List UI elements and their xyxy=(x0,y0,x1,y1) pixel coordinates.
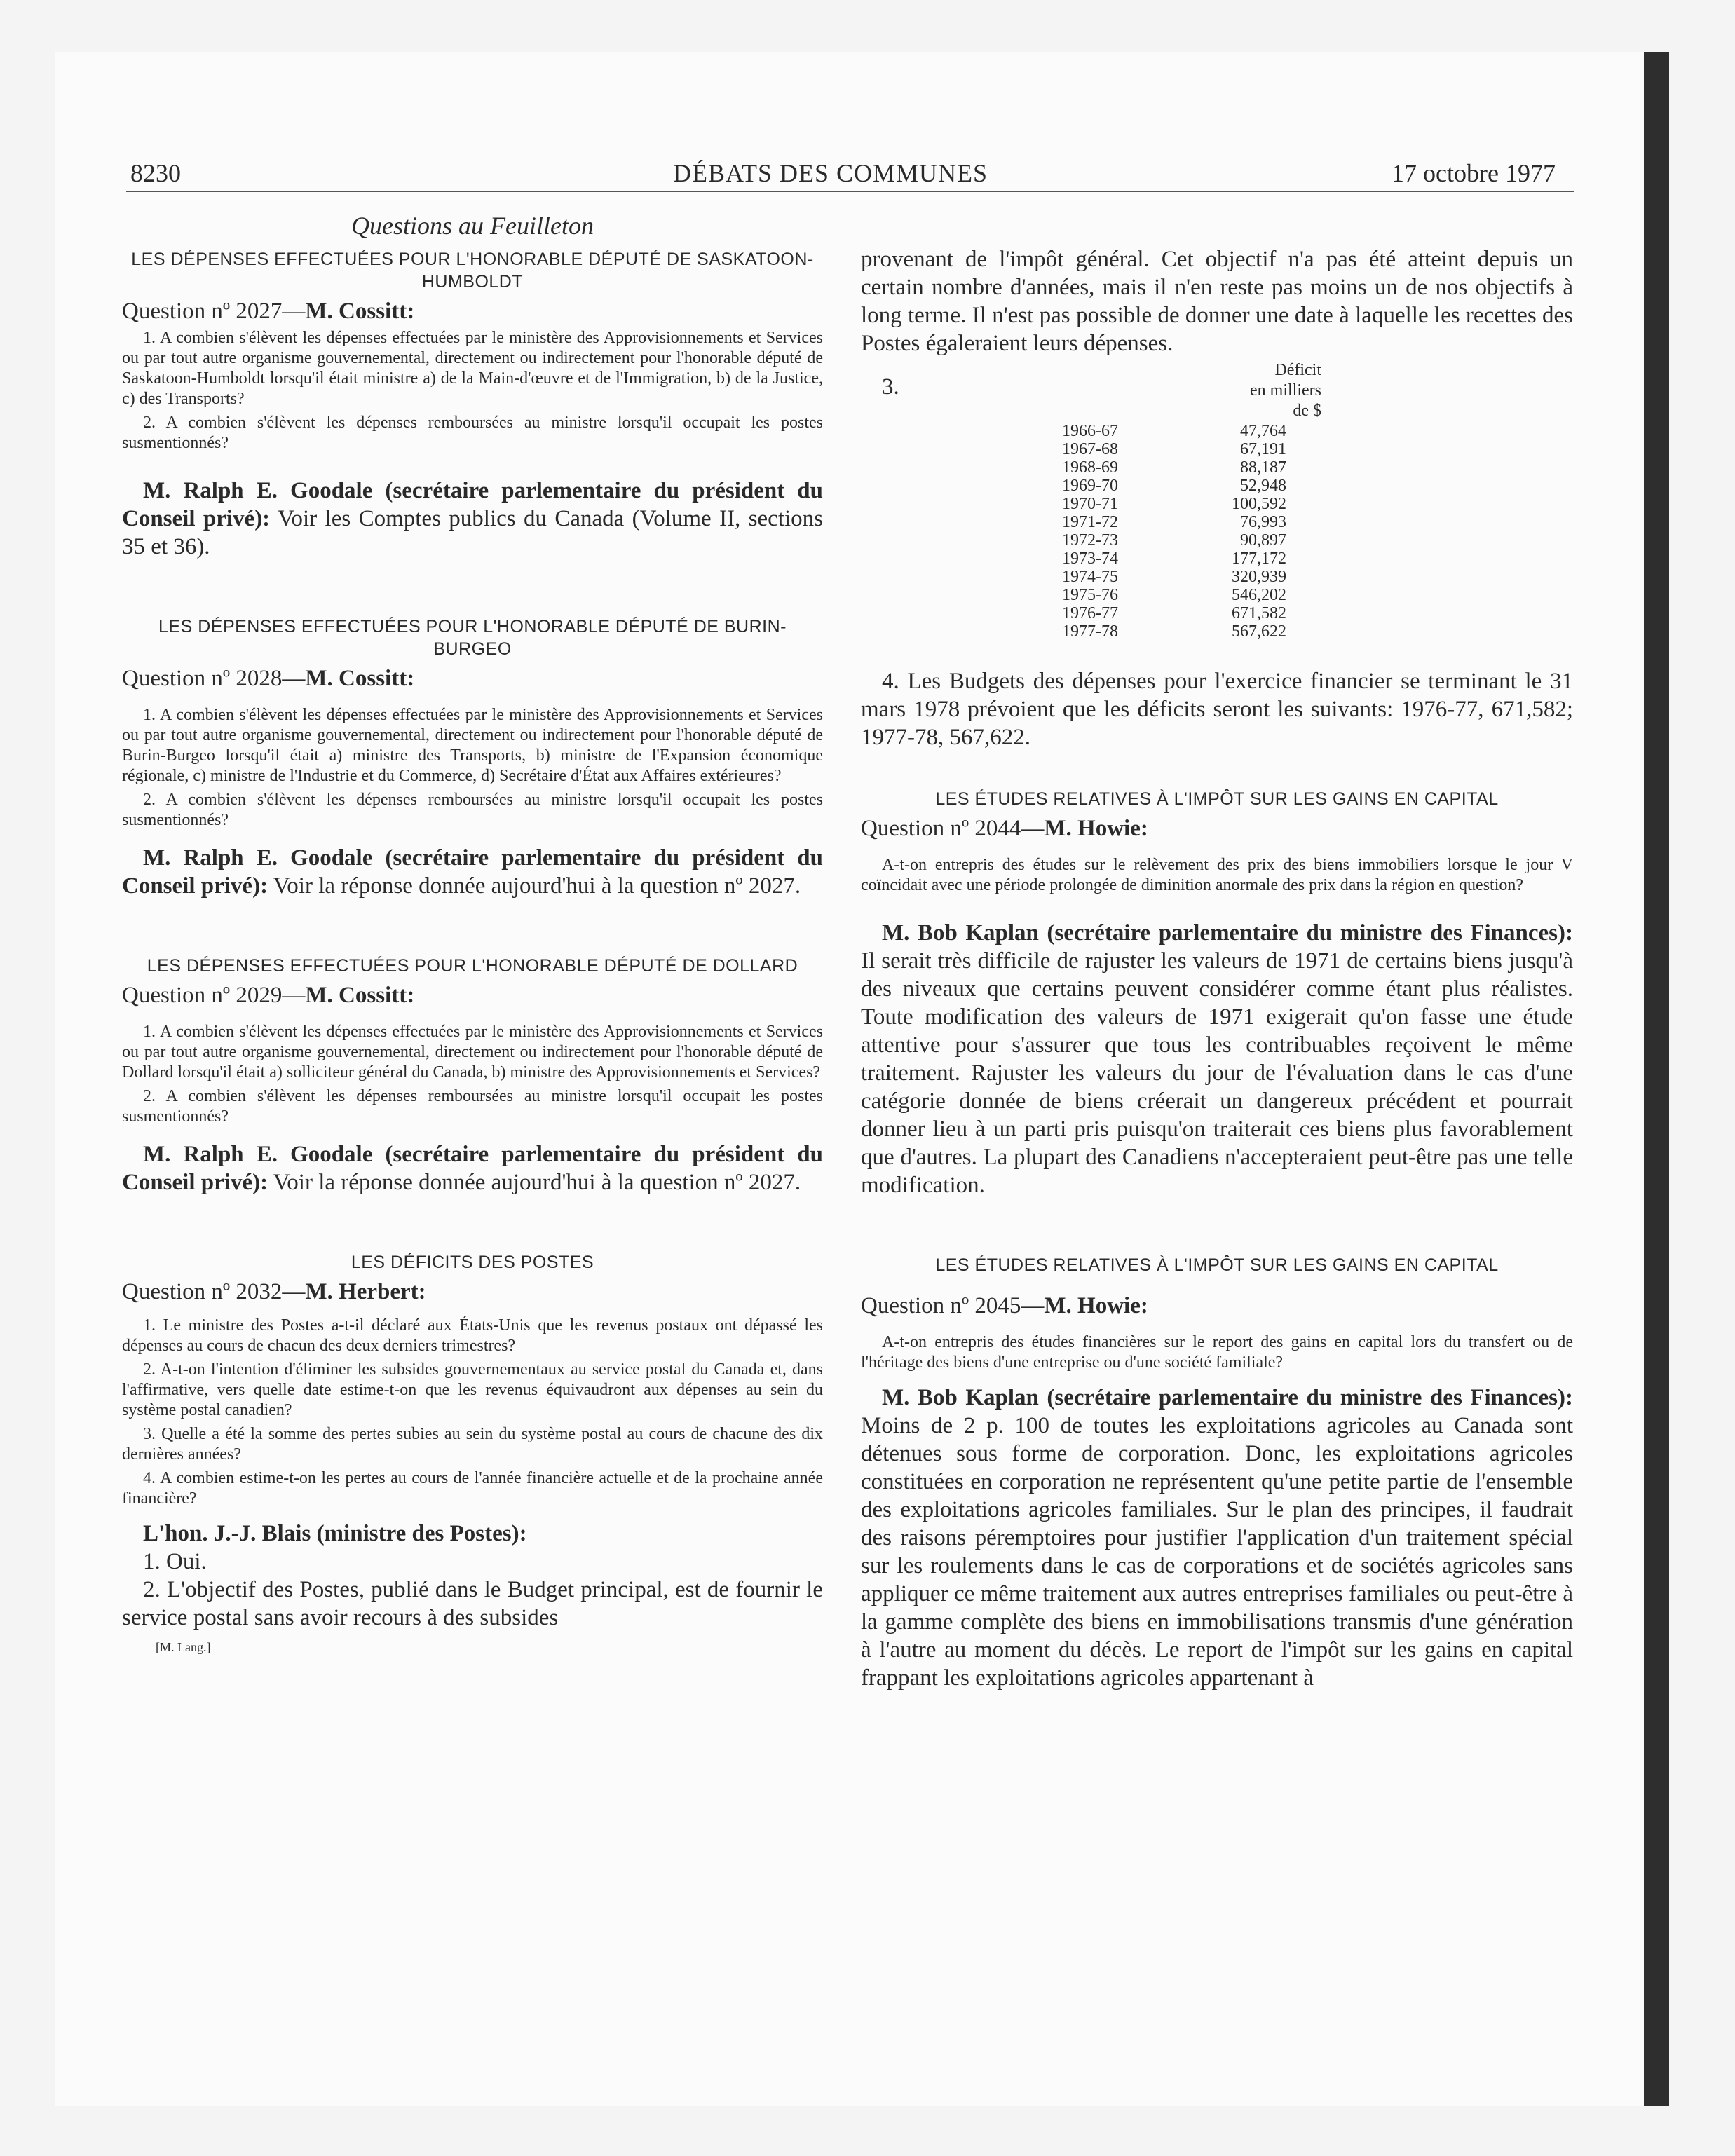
deficit-value: 67,191 xyxy=(1240,440,1286,458)
question-title: LES ÉTUDES RELATIVES À L'IMPÔT SUR LES GAINS EN CAPITAL xyxy=(935,789,1499,809)
answer xyxy=(122,1520,823,1548)
question-label: Question nº 2032— xyxy=(122,1279,306,1304)
left-column xyxy=(122,210,823,1655)
answer-text: Moins de 2 p. 100 de toutes les exploitations agricoles au Canada sont détenues sous forme de corporation. Donc, les exploitations agricoles constituées en corporation ne représentent qu'une petite partie de l'ensemble des exploitations agricoles familiales. Sur le plan des principes, il faudrait des raisons péremptoires pour justifier l'application d'un traitement spécial sur les roulements dans le cas de corporations et de sociétés agricoles sans appliquer ce même traitement aux autres entreprises familiales ou peut-être à la gamme complète des biens en immobilisations transmis d'une génération à l'autre au moment du décès. Le report de l'impôt sur les gains en capital frappant les exploitations agricoles appartenant à xyxy=(861,1413,1573,1691)
issue-date: 17 octobre 1977 xyxy=(1392,159,1556,187)
question-2029 xyxy=(122,955,823,1196)
answer-speaker: M. Ralph E. Goodale (secrétaire parlementaire du président du Conseil privé): xyxy=(122,1142,823,1195)
answer xyxy=(122,477,823,561)
question-paragraph: 4. A combien estime-t-on les pertes au cours de l'année financière actuelle et de la prochaine année financière? xyxy=(122,1469,823,1508)
section-heading: Questions au Feuilleton xyxy=(351,212,594,240)
answer-speaker: M. Ralph E. Goodale (secrétaire parlementaire du président du Conseil privé): xyxy=(122,478,823,531)
header-rule xyxy=(126,191,1574,192)
deficit-value: 100,592 xyxy=(1232,495,1286,513)
question-label: Question nº 2028— xyxy=(122,666,306,691)
question-paragraph: 3. Quelle a été la somme des pertes subies au sein du système postal au cours de chacune des dix dernières années? xyxy=(122,1425,823,1464)
answer xyxy=(861,1384,1573,1692)
deficit-year: 1977-78 xyxy=(1062,622,1118,641)
deficit-row xyxy=(1062,604,1286,622)
question-asker: M. Cossitt: xyxy=(305,299,415,324)
table-header-line: Déficit xyxy=(1274,361,1321,379)
item-number: 3. xyxy=(882,374,899,400)
question-title: LES DÉPENSES EFFECTUÉES POUR L'HONORABLE DÉPUTÉ DE BURIN-BURGEO xyxy=(158,617,787,659)
deficit-row xyxy=(1062,550,1286,568)
deficit-year: 1971-72 xyxy=(1062,513,1118,531)
deficit-table-header xyxy=(861,360,1573,422)
answer-speaker: L'hon. J.-J. Blais (ministre des Postes): xyxy=(143,1521,527,1546)
answer-speaker: M. Bob Kaplan (secrétaire parlementaire du ministre des Finances): xyxy=(882,1385,1573,1410)
deficit-row xyxy=(1062,495,1286,513)
deficit-year: 1970-71 xyxy=(1062,495,1118,513)
question-2045 xyxy=(861,1254,1573,1692)
question-paragraph: 2. A combien s'élèvent les dépenses remboursées au ministre lorsqu'il occupait les postes susmentionnés? xyxy=(122,414,823,452)
deficit-year: 1972-73 xyxy=(1062,531,1118,550)
deficit-value: 546,202 xyxy=(1232,586,1286,604)
question-2027 xyxy=(122,248,823,561)
deficit-value: 76,993 xyxy=(1240,513,1286,531)
question-asker: M. Howie: xyxy=(1044,1293,1148,1318)
question-2032 xyxy=(122,1251,823,1655)
deficit-value: 320,939 xyxy=(1232,568,1286,586)
question-title: LES ÉTUDES RELATIVES À L'IMPÔT SUR LES GAINS EN CAPITAL xyxy=(935,1255,1499,1275)
table-header-line: de $ xyxy=(1293,402,1321,420)
deficit-year: 1968-69 xyxy=(1062,458,1118,477)
answer-continuation: provenant de l'impôt général. Cet objectif n'a pas été atteint depuis un certain nombre d'années, mais il n'en reste pas moins un de nos objectifs à long terme. Il n'est pas possible de donner une date à laquelle les recettes des Postes égaleraient leurs dépenses. xyxy=(861,247,1573,356)
question-label: Question nº 2027— xyxy=(122,299,306,324)
question-number xyxy=(122,1278,823,1306)
answer-speaker: M. Bob Kaplan (secrétaire parlementaire du ministre des Finances): xyxy=(882,920,1573,946)
question-paragraph: A-t-on entrepris des études financières sur le report des gains en capital lors du transfert ou de l'héritage des biens d'une entreprise ou d'une société familiale? xyxy=(861,1333,1573,1372)
deficit-row xyxy=(1062,440,1286,458)
deficit-year: 1973-74 xyxy=(1062,550,1118,568)
deficit-value: 177,172 xyxy=(1232,550,1286,568)
publication-title: DÉBATS DES COMMUNES xyxy=(673,159,988,187)
deficit-year: 1974-75 xyxy=(1062,568,1118,586)
speaker-signature: [M. Lang.] xyxy=(156,1640,211,1654)
answer-text: Voir la réponse donnée aujourd'hui à la question nº 2027. xyxy=(268,1170,801,1195)
deficit-year: 1975-76 xyxy=(1062,586,1118,604)
deficit-row xyxy=(1062,586,1286,604)
deficit-row xyxy=(1062,531,1286,550)
question-paragraph: 2. A combien s'élèvent les dépenses remboursées au ministre lorsqu'il occupait les postes susmentionnés? xyxy=(122,1087,823,1126)
deficit-value: 90,897 xyxy=(1240,531,1286,550)
question-label: Question nº 2044— xyxy=(861,816,1045,841)
deficit-row xyxy=(1062,477,1286,495)
table-header-line: en milliers xyxy=(1250,381,1321,400)
answer-paragraph: 1. Oui. xyxy=(143,1549,207,1574)
question-asker: M. Cossitt: xyxy=(305,666,415,691)
page-number: 8230 xyxy=(130,159,181,187)
question-paragraph: 1. A combien s'élèvent les dépenses effectuées par le ministère des Approvisionnements et Services ou par tout autre organisme gouvernemental, directement ou indirectement pour l'honorable député de Burin-Burgeo lorsqu'il était a) ministre des Transports, b) ministre de l'Expansion économique régionale, c) ministre de l'Industrie et du Commerce, d) Secrétaire d'État aux Affaires extérieures? xyxy=(122,706,823,785)
question-paragraph: 2. A combien s'élèvent les dépenses remboursées au ministre lorsqu'il occupait les postes susmentionnés? xyxy=(122,791,823,829)
answer-paragraph: 2. L'objectif des Postes, publié dans le Budget principal, est de fournir le service postal sans avoir recours à des subsides xyxy=(122,1577,823,1630)
question-number xyxy=(122,981,823,1009)
table-header xyxy=(1216,360,1321,421)
question-paragraph: 1. A combien s'élèvent les dépenses effectuées par le ministère des Approvisionnements et Services ou par tout autre organisme gouvernemental, directement ou indirectement pour l'honorable député de Dollard lorsqu'il était a) solliciteur général du Canada, b) ministre des Approvisionnements et Services? xyxy=(122,1023,823,1082)
answer-speaker: M. Ralph E. Goodale (secrétaire parlementaire du président du Conseil privé): xyxy=(122,845,823,899)
deficit-year: 1966-67 xyxy=(1062,422,1118,440)
question-number xyxy=(861,814,1573,842)
right-column xyxy=(861,245,1573,1692)
answer xyxy=(861,919,1573,1199)
deficit-row xyxy=(1062,622,1286,641)
question-label: Question nº 2045— xyxy=(861,1293,1045,1318)
deficit-row xyxy=(1062,568,1286,586)
question-number xyxy=(122,297,823,325)
scan-edge xyxy=(1644,52,1669,2106)
question-asker: M. Howie: xyxy=(1044,816,1148,841)
question-number xyxy=(861,1292,1573,1320)
deficit-row xyxy=(1062,513,1286,531)
answer-text: Voir la réponse donnée aujourd'hui à la question nº 2027. xyxy=(268,873,801,899)
question-paragraph: A-t-on entrepris des études sur le relèvement des prix des biens immobiliers lorsque le jour V coïncidait avec une période prolongée de diminition anormale des prix dans la région en question? xyxy=(861,856,1573,894)
question-title: LES DÉPENSES EFFECTUÉES POUR L'HONORABLE DÉPUTÉ DE DOLLARD xyxy=(147,956,798,976)
answer-text: Voir les Comptes publics du Canada (Volume II, sections 35 et 36). xyxy=(122,506,823,559)
question-paragraph: 2. A-t-on l'intention d'éliminer les subsides gouvernementaux au service postal du Canada et, dans l'affirmative, vers quelle date estime-t-on que les revenus équivaudront aux dépenses au sein du système postal canadien? xyxy=(122,1360,823,1419)
answer xyxy=(122,844,823,900)
question-label: Question nº 2029— xyxy=(122,983,306,1008)
deficit-row xyxy=(1062,458,1286,477)
deficit-value: 671,582 xyxy=(1232,604,1286,622)
deficit-value: 567,622 xyxy=(1232,622,1286,641)
question-asker: M. Cossitt: xyxy=(305,983,415,1008)
deficit-row xyxy=(1062,422,1286,440)
deficit-value: 88,187 xyxy=(1240,458,1286,477)
question-asker: M. Herbert: xyxy=(305,1279,426,1304)
deficit-year: 1969-70 xyxy=(1062,477,1118,495)
deficit-year: 1976-77 xyxy=(1062,604,1118,622)
deficit-value: 52,948 xyxy=(1240,477,1286,495)
deficit-year: 1967-68 xyxy=(1062,440,1118,458)
answer xyxy=(122,1140,823,1196)
question-number xyxy=(122,664,823,692)
question-paragraph: 1. A combien s'élèvent les dépenses effectuées par le ministère des Approvisionnements et Services ou par tout autre organisme gouvernemental, directement ou indirectement pour l'honorable député de Saskatoon-Humboldt lorsqu'il était ministre a) de la Main-d'œuvre et de l'Immigration, b) de la Justice, c) des Transports? xyxy=(122,329,823,408)
deficit-value: 47,764 xyxy=(1240,422,1286,440)
question-title: LES DÉPENSES EFFECTUÉES POUR L'HONORABLE DÉPUTÉ DE SASKATOON-HUMBOLDT xyxy=(131,250,814,292)
question-paragraph: 1. Le ministre des Postes a-t-il déclaré aux États-Unis que les revenus postaux ont dépassé les dépenses au cours de chacun des deux derniers trimestres? xyxy=(122,1316,823,1355)
deficit-table xyxy=(1062,422,1286,641)
question-2044 xyxy=(861,788,1573,1199)
answer-text: Il serait très difficile de rajuster les valeurs de 1971 de certains biens jusqu'à des niveaux que certains peuvent considérer comme étant plus réalistes. Toute modification des valeurs de 1971 exigerait qu'on fasse une étude attentive pour s'assurer que tous les contribuables reçoivent le même traitement. Rajuster les valeurs du jour de l'évaluation dans le cas d'une catégorie donnée de biens créerait un dangereux précédent et pourrait donner lieu à un parti pris puisqu'on traiterait ces biens plus favorablement que d'autres. La plupart des Canadiens n'accepteraient peut-être pas une telle modification. xyxy=(861,948,1573,1198)
question-2028 xyxy=(122,615,823,900)
question-title: LES DÉFICITS DES POSTES xyxy=(351,1253,594,1272)
answer-paragraph: 4. Les Budgets des dépenses pour l'exercice financier se terminant le 31 mars 1978 prévoient que les déficits seront les suivants: 1976-77, 671,582; 1977-78, 567,622. xyxy=(861,669,1573,750)
